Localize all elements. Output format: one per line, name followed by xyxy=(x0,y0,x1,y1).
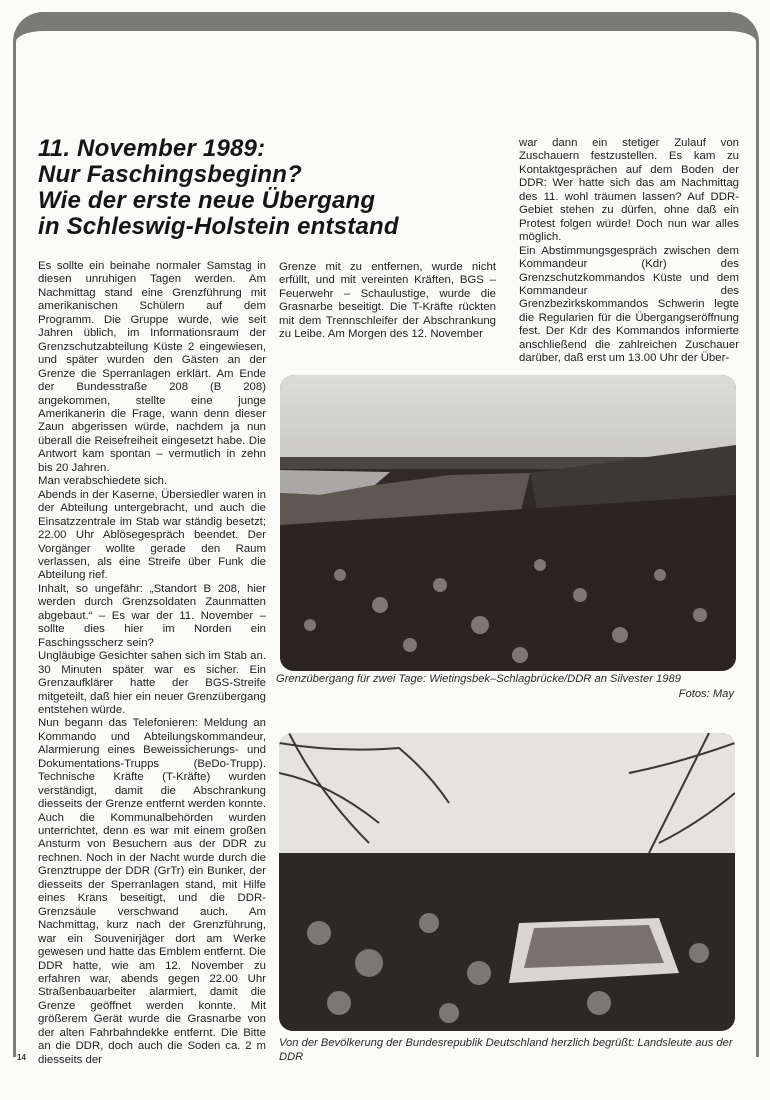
photo-caption: Von der Bevölkerung der Bundesrepublik Deutschland herzlich begrüßt: Landsleute aus der DDR xyxy=(279,1037,733,1063)
article-title xyxy=(38,136,508,240)
photo-image xyxy=(280,375,736,671)
title-line: in Schleswig-Holstein entstand xyxy=(38,213,399,240)
paragraph: Inhalt, so ungefähr: „Standort B 208, hier werden durch Grenzsoldaten Zaunmatten abgebaut.“ – Es war der 11. November – sollte dies hier im Norden ein Faschingsscherz sein? xyxy=(38,582,266,649)
paragraph: Ungläubige Gesichter sahen sich im Stab an. 30 Minuten später war es sicher. Ein Grenzaufklärer hatte der BGS-Streife mitgeteilt, daß hier ein neuer Grenzübergang entstehen würde. xyxy=(38,650,266,716)
title-line: 11. November 1989: xyxy=(38,135,266,162)
photo-border-crossing-crowd xyxy=(280,375,736,671)
body-column-2 xyxy=(279,261,496,342)
photo-crowd-greeting-car xyxy=(279,733,735,1031)
paragraph: Man verabschiedete sich. xyxy=(38,475,168,488)
paragraph: Ein Abstimmungsgespräch zwischen dem Kommandeur (Kdr) des Grenzschutzkommandos Küste und dem Kommandeur des Grenzbezirkskommandos Schwerin legte die Regularien für die Übergangseröffnung fest. Der Kdr des Kommandos informierte anschließend die zahlreichen Zuschauer darüber, daß erst um 13.00 Uhr der Über- xyxy=(519,244,739,365)
paragraph: Abends in der Kaserne, Übersiedler waren in der Abteilung untergebracht, und auch die Einsatzzentrale im Stab war ständig besetzt; 22.00 Uhr Ablösegespräch beendet. Der Vorgänger wollte gerade den Raum verlassen, als eine Streife über Funk die Abteilung rief. xyxy=(38,488,266,582)
paragraph: Nun begann das Telefonieren: Meldung an Kommando und Abteilungskommandeur, Alarmierung eines Beweissicherungs- und Dokumentations-Trupps (BeDo-Trupp). Technische Kräfte (T-Kräfte) wurden verständigt, damit die Abschrankung diesseits der Grenze entfernt werden konnte. Auch die Kommunalbehörden wurden unterrichtet, denn es war mit einem großen Ansturm von Besuchern aus der DDR zu rechnen. Noch in der Nacht wurde durch die Grenztruppe der DDR (GrTr) ein Bunker, der diesseits der Sperranlagen stand, mit Hilfe eines Krans beseitigt, und die DDR-Grenzsäule verschwand auch. Am Nachmittag, kurz nach der Grenzführung, war ein Souvenirjäger dort am Werke gewesen und hatte das Emblem entfernt. Die DDR hatte, wie am 12. November zu erfahren war, abends gegen 22.00 Uhr Straßenbauarbeiter alarmiert, damit die Grenze geöffnet werden konnte. Mit größerem Gerät wurde die Grasnarbe von der alten Fahrbahndekke entfernt. Die Bitte an die DDR, doch auch die Soden ca. 2 m diesseits der xyxy=(38,717,266,1066)
paragraph: war dann ein stetiger Zulauf von Zuschauern festzustellen. Es kam zu Kontaktgesprächen auf dem Boden der DDR: Wer hatte sich das am Nachmittag des 11. wohl träumen lassen? Auf DDR-Gebiet stehen zu dürfen, ohne daß ein Protest folgen würde! Doch nun war alles möglich. xyxy=(519,137,739,244)
paragraph: Es sollte ein beinahe normaler Samstag in diesen unruhigen Tagen werden. Am Nachmittag stand eine Grenzführung mit amerikanischen Schülern auf dem Programm. Die Gruppe wurde, wie seit Jahren üblich, im Informationsraum der Grenzschutzabteilung Küste 2 eingewiesen, und später wurden den Gästen an der Grenze die Sperranlagen erklärt. Am Ende der Bundesstraße 208 (B 208) angekommen, stellte eine junge Amerikanerin die Frage, wann denn dieser Zaun abgerissen würde, nachdem ja nun überall die Reisefreiheit eingesetzt habe. Die Antwort kam spontan – vermutlich in zehn bis 20 Jahren. xyxy=(38,260,266,474)
title-line: Wie der erste neue Übergang xyxy=(38,187,376,214)
photo-credit: Fotos: May xyxy=(678,688,734,700)
page-number: 14 xyxy=(17,1053,26,1062)
body-column-1 xyxy=(38,260,266,1067)
photo-image xyxy=(279,733,735,1031)
photo-caption: Grenzübergang für zwei Tage: Wietingsbek–Schlagbrücke/DDR an Silvester 1989 xyxy=(276,673,681,685)
body-column-3 xyxy=(519,137,739,366)
title-line: Nur Faschingsbeginn? xyxy=(38,161,303,188)
paragraph: Grenze mit zu entfernen, wurde nicht erfüllt, und mit vereinten Kräften, BGS – Feuerwehr – Schaulustige, wurde die Grasnarbe beseitigt. Die T-Kräfte rückten mit dem Trennschleifer der Abschrankung zu Leibe. Am Morgen des 12. November xyxy=(279,261,496,341)
